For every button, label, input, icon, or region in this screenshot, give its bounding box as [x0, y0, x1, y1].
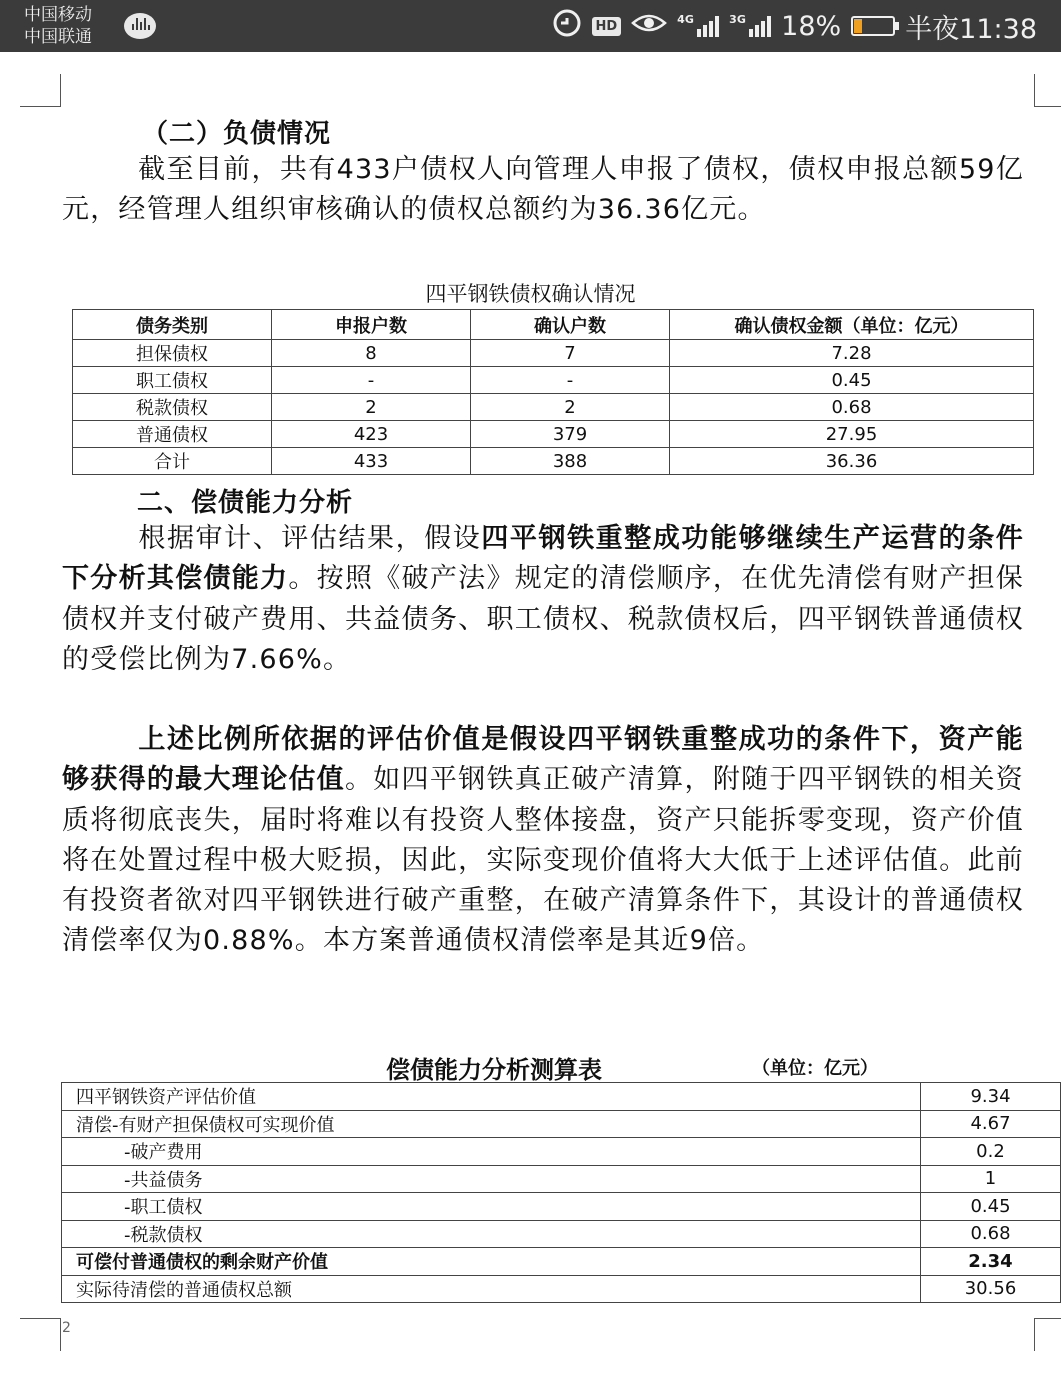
- text-run: 根据审计、评估结果，假设: [138, 523, 482, 554]
- table-row: [62, 1248, 1061, 1276]
- cell-category: 合计: [73, 448, 272, 475]
- eye-icon: [631, 11, 667, 42]
- cell-declared: 433: [272, 448, 471, 475]
- battery-icon: [851, 16, 895, 36]
- repayment-paragraph-2: [62, 720, 1024, 962]
- table-row: [62, 1083, 1061, 1111]
- cell-amount: 36.36: [670, 448, 1034, 475]
- row-label: -税款债权: [62, 1220, 921, 1248]
- text-run-bold: 四平钢铁重整成功能够继续生产运营的条件下分析其偿债能力: [62, 523, 1024, 595]
- cell-declared: -: [272, 367, 471, 394]
- table-row: [62, 1138, 1061, 1166]
- cell-confirmed: 7: [471, 340, 670, 367]
- network-type-1: 4G: [677, 13, 694, 26]
- row-value: 1: [921, 1165, 1061, 1193]
- cell-declared: 8: [272, 340, 471, 367]
- col-header: 债务类别: [73, 310, 272, 340]
- col-header: 确认户数: [471, 310, 670, 340]
- section-heading-debt: （二）负债情况: [142, 119, 332, 149]
- ability-table: [61, 1082, 1061, 1303]
- cell-category: 职工债权: [73, 367, 272, 394]
- voice-icon: [124, 13, 156, 39]
- cell-confirmed: -: [471, 367, 670, 394]
- carrier-2: 中国联通: [24, 27, 92, 47]
- debt-paragraph: [62, 150, 1024, 231]
- row-label: 可偿付普通债权的剩余财产价值: [62, 1248, 921, 1276]
- table-row: [73, 367, 1034, 394]
- cell-amount: 7.28: [670, 340, 1034, 367]
- row-label: 实际待清偿的普通债权总额: [62, 1275, 921, 1303]
- text-run: 。如四平钢铁真正破产清算，附随于四平钢铁的相关资质将彻底丧失，届时将难以有投资人整体接盘，资产只能拆零变现，资产价值将在处置过程中极大贬损，因此，实际变现价值将大大低于上述评估值。此前有投资者欲对四平钢铁进行破产重整，在破产清算条件下，其设计的普通债权清偿率仅为0.88%。本方案普通债权清偿率是其近9倍。: [62, 764, 1024, 957]
- row-value: 0.45: [921, 1193, 1061, 1221]
- cell-confirmed: 379: [471, 421, 670, 448]
- cell-amount: 27.95: [670, 421, 1034, 448]
- col-header: 确认债权金额（单位：亿元）: [670, 310, 1034, 340]
- text-run: 。按照《破产法》规定的清偿顺序，在优先清偿有财产担保债权并支付破产费用、共益债务、职工债权、税款债权后，四平钢铁普通债权的受偿比例为7.66%。: [62, 563, 1024, 675]
- table-row: [62, 1110, 1061, 1138]
- claims-table: [72, 309, 1034, 475]
- table-row-total: [73, 448, 1034, 475]
- row-value: 30.56: [921, 1275, 1061, 1303]
- row-label: 四平钢铁资产评估价值: [62, 1083, 921, 1111]
- crop-mark-top-right: [1034, 74, 1061, 107]
- col-header: 申报户数: [272, 310, 471, 340]
- debt-text: 截至目前，共有433户债权人向管理人申报了债权，债权申报总额59亿元，经管理人组织审核确认的债权总额约为36.36亿元。: [62, 154, 1024, 226]
- section-heading-repayment: 二、偿债能力分析: [137, 488, 354, 518]
- page-number: 2: [62, 1320, 71, 1336]
- row-value: 0.2: [921, 1138, 1061, 1166]
- table-row: [62, 1193, 1061, 1221]
- status-bar: [0, 0, 1061, 52]
- cell-declared: 423: [272, 421, 471, 448]
- row-label: 清偿-有财产担保债权可实现价值: [62, 1110, 921, 1138]
- crop-mark-bottom-left: [20, 1318, 61, 1351]
- row-label: -共益债务: [62, 1165, 921, 1193]
- cell-amount: 0.68: [670, 394, 1034, 421]
- cell-amount: 0.45: [670, 367, 1034, 394]
- table-row: [62, 1220, 1061, 1248]
- crop-mark-top-left: [20, 74, 61, 107]
- carrier-info: [24, 4, 92, 48]
- clock: 半夜11:38: [905, 13, 1037, 45]
- claims-header-row: [73, 310, 1034, 340]
- hd-icon: HD: [592, 17, 622, 36]
- battery-percent: 18%: [781, 10, 842, 42]
- cell-category: 普通债权: [73, 421, 272, 448]
- row-value: 2.34: [921, 1248, 1061, 1276]
- nfc-icon: [552, 8, 582, 45]
- row-value: 4.67: [921, 1110, 1061, 1138]
- table-row: [62, 1165, 1061, 1193]
- cell-category: 税款债权: [73, 394, 272, 421]
- cell-category: 担保债权: [73, 340, 272, 367]
- signal-icon: [729, 13, 771, 37]
- claims-table-caption: 四平钢铁债权确认情况: [425, 282, 636, 306]
- ability-table-title: 偿债能力分析测算表: [386, 1056, 602, 1084]
- cell-confirmed: 388: [471, 448, 670, 475]
- ability-table-unit: （单位：亿元）: [752, 1058, 878, 1079]
- repayment-paragraph-1: [62, 519, 1024, 680]
- row-value: 9.34: [921, 1083, 1061, 1111]
- row-label: -职工债权: [62, 1193, 921, 1221]
- network-type-2: 3G: [729, 13, 746, 26]
- row-value: 0.68: [921, 1220, 1061, 1248]
- cell-confirmed: 2: [471, 394, 670, 421]
- signal-icon: [677, 13, 719, 37]
- crop-mark-bottom-right: [1034, 1318, 1061, 1351]
- carrier-1: 中国移动: [24, 5, 92, 25]
- row-label: -破产费用: [62, 1138, 921, 1166]
- table-row: [73, 394, 1034, 421]
- table-row: [73, 340, 1034, 367]
- status-icons: [552, 7, 1038, 45]
- table-row: [62, 1275, 1061, 1303]
- table-row: [73, 421, 1034, 448]
- cell-declared: 2: [272, 394, 471, 421]
- text-run-bold: 上述比例所依据的评估价值是假设四平钢铁重整成功的条件下，资产能够获得的最大理论估值: [62, 724, 1024, 796]
